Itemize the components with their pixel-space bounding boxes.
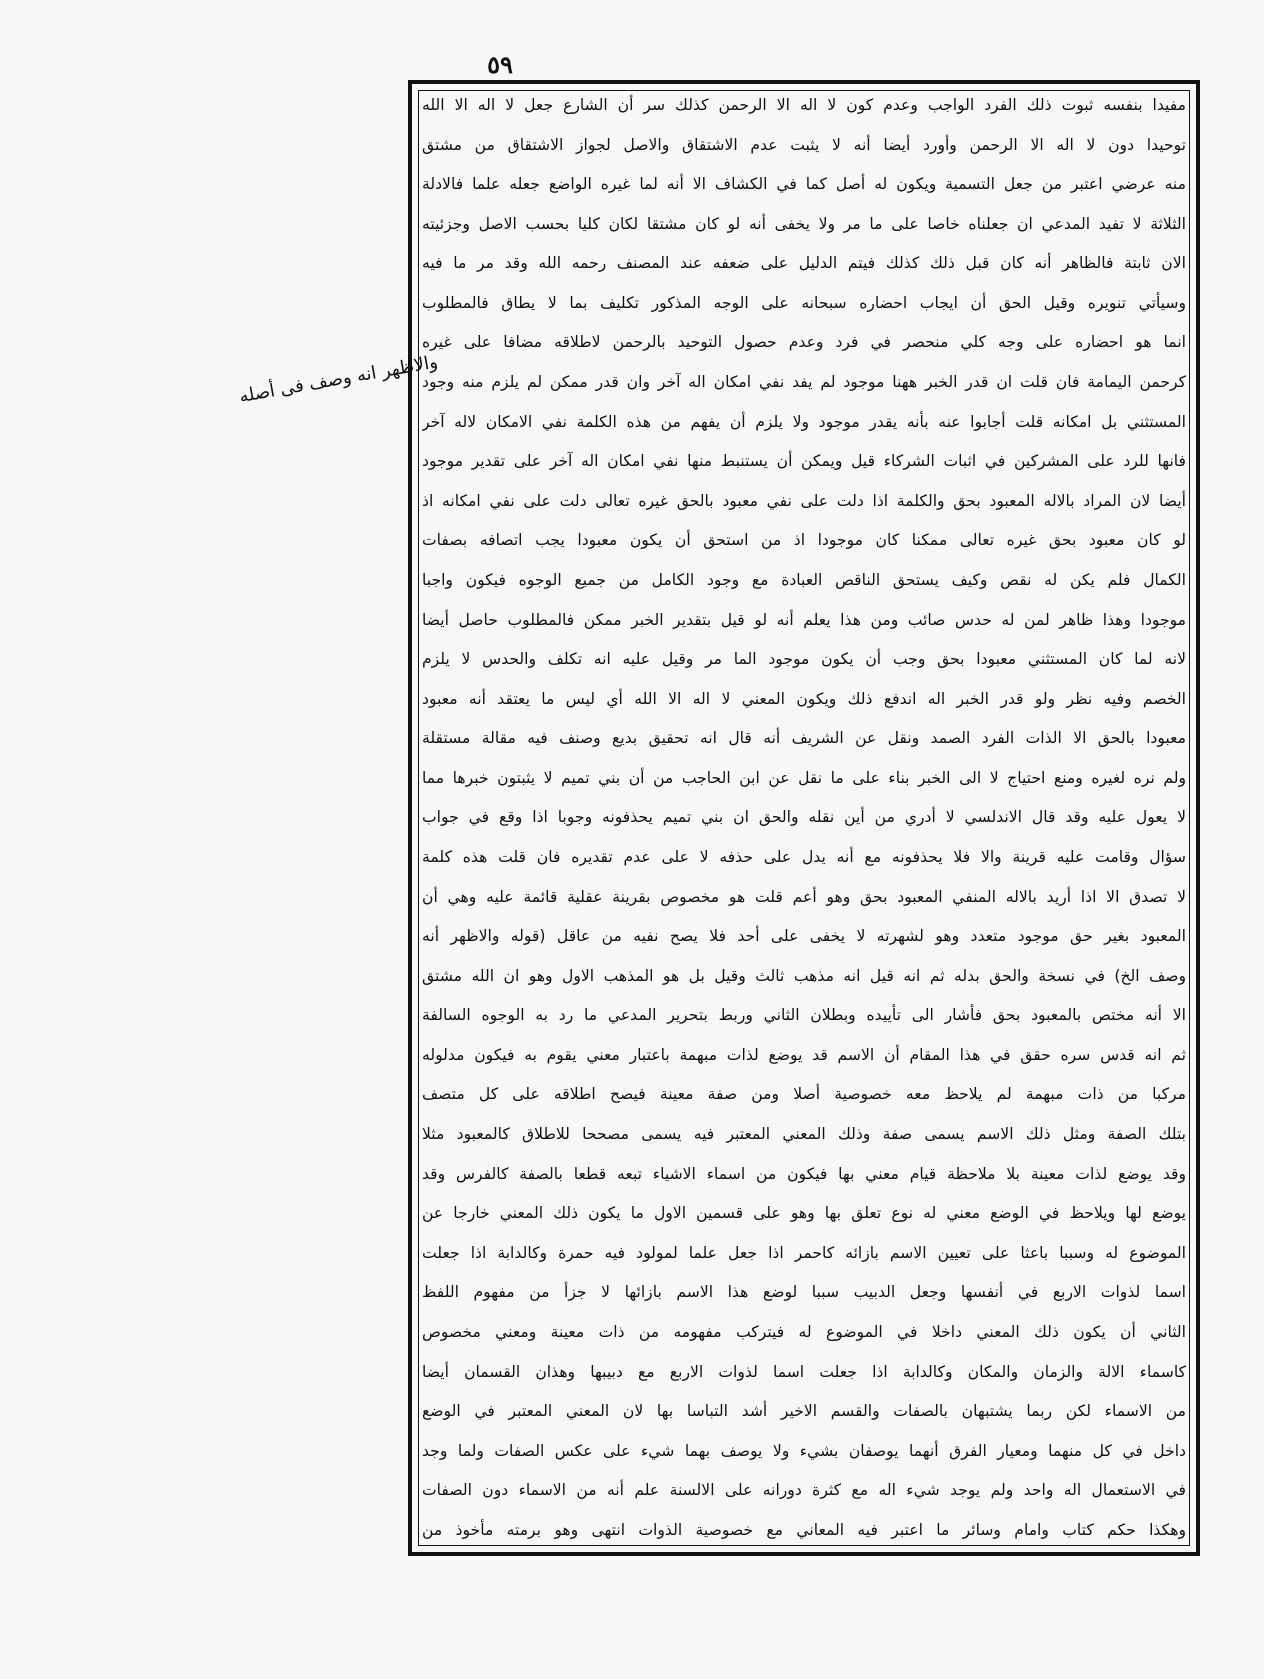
text-line: الثلاثة لا تفيد المدعي ان جعلناه خاصا على ما مر ولا يخفى أنه لو كان مشتقا لكان كليا بحسب الاصل وجزئيته xyxy=(422,214,1186,233)
text-line: معبودا بالحق الا الذات الفرد الصمد ونقل عن الشريف أنه قال انه تحقيق بديع وصنف فيه مقالة مستقلة xyxy=(422,729,1186,748)
text-line: بتلك الصفة ومثل ذلك الاسم يسمى صفة وذلك المعني المعتبر فيه يسمى مصححا للاطلاق كالمعبود مثلا xyxy=(422,1125,1186,1144)
text-line: الان ثابتة فالظاهر أنه كان قبل ذلك كذلك فيتم الدليل على ضعفه عند المصنف رحمه الله وقد مر ما فيه xyxy=(422,254,1186,273)
text-line: الموضوع له وسببا باعثا على تعيين الاسم بازائه كاحمر اذا جعل علما لمولود فيه حمرة وكالدابة اذا جعلت xyxy=(422,1243,1186,1262)
text-line: فانها للرد على المشركين في اثبات الشركاء قيل ويمكن أن يستنبط منها نفي امكان اله آخر على تقدير موجود xyxy=(422,452,1186,471)
text-line: الا أنه مختص بالمعبود بحق فأشار الى تأييده وبطلان الثاني وربط بتحرير المدعي ما رد به الوجوه السالفة xyxy=(422,1006,1186,1025)
text-line: توحيدا دون لا اله الا الرحمن وأورد أيضا أنه لا يثبت عدم الاشتقاق والاصل لجواز الاشتقاق من مشتق xyxy=(422,135,1186,154)
text-line: المستثني بل امكانه قلت أجابوا عنه بأنه يقدر موجود ولا يلزم أن يفهم من هذه الكلمة نفي الامكان لاله آخر xyxy=(422,412,1186,431)
text-line: وهكذا حكم كتاب وامام وسائر ما اعتبر فيه المعاني مع خصوصية الذوات انتهى وهو برمته مأخوذ من xyxy=(422,1520,1186,1539)
text-line: وقد يوضع لذات معينة بلا ملاحظة قيام معني بها فيكون من اسماء الاشياء تبعه قطعا بالصفة كالفرس وقد xyxy=(422,1164,1186,1183)
text-line: لا تصدق الا اذا أريد بالاله المنفي المعبود بحق وهو أعم قلت هو مخصوص بقرينة عقلية قائمة عليه وهي أن xyxy=(422,887,1186,906)
text-line: أيضا لان المراد بالاله المعبود بحق والكلمة اذا دلت على نفي معبود بالحق غيره تعالى دلت على نفي امكانه اذ xyxy=(422,491,1186,510)
text-line: مفيدا بنفسه ثبوت ذلك الفرد الواجب وعدم كون لا اله الا الرحمن كذلك سر أن الشارع جعل لا اله الا الله xyxy=(422,96,1186,114)
text-line: ولم نره لغيره ومنع احتياج لا الى الخبر بناء على ما نقل عن ابن الحاجب من أن بني تميم لا يثبتون خبرها مما xyxy=(422,768,1186,787)
text-line: يوضع لها ويلاحظ في الوضع معني له نوع تعلق بها وهو على قسمين الاول ما يكون ذلك المعني خارجا عن xyxy=(422,1204,1186,1223)
text-line: لانه لما كان المستثني معبودا بحق وجب أن يكون موجود الما مر وقيل عليه انه تكلف والحدس لا يلزم xyxy=(422,650,1186,669)
text-line: الخصم وفيه نظر ولو قدر الخبر اله اندفع ذلك ويكون المعني لا اله الا الله أي ليس ما يعتقد أنه معبود xyxy=(422,689,1186,708)
text-line: ثم انه قدس سره حقق في هذا المقام أن الاسم قد يوضع لذات مبهمة باعتبار معني يقوم به فيكون مدلوله xyxy=(422,1045,1186,1064)
text-line: المعبود بغير حق موجود متعدد وهو لشهرته لا يخفى على أحد فلا يصح نفيه من عاقل (قوله والاظهر أنه xyxy=(422,927,1186,946)
text-line: الثاني أن يكون ذلك المعني داخلا في الموضوع له فيتركب مفهومه من ذات معينة ومعني مخصوص xyxy=(422,1322,1186,1341)
text-line: لا يعول عليه وقد قال الاندلسي لا أدري من أين نقله والحق ان بني تميم يحذفونه وجوبا اذا وقع في جواب xyxy=(422,808,1186,827)
text-line: كرحمن اليمامة فان قلت ان قدر الخبر ههنا موجود لم يفد نفي امكان اله آخر وان قدر ممكن لم يلزم منه وجود xyxy=(422,373,1186,392)
text-line: في الاستعمال اله واحد ولم يوجد شيء اله مع كثرة دورانه على الالسنة علم أنه من الاسماء دون الصفات xyxy=(422,1481,1186,1500)
text-line: وسيأتي تنويره وقيل الحق أن ايجاب احضاره سبحانه على الوجه المذكور تكليف بما لا يطاق فالمطلوب xyxy=(422,293,1186,312)
text-line: وصف الخ) في نسخة والحق بدله ثم انه قيل انه مذهب ثالث وقيل بل هو المذهب الاول وهو ان الله مشتق xyxy=(422,966,1186,985)
main-text xyxy=(422,90,1186,1546)
text-line: من الاسماء لكن ربما يشتبهان بالصفات والقسم الاخير أشد التباسا بها لان المعني المعتبر في الوضع xyxy=(422,1402,1186,1421)
text-line: انما هو احضاره على وجه كلي منحصر في فرد وعدم حصول التوحيد بالرحمن لاطلاقه مضافا على غيره xyxy=(422,333,1186,352)
text-line: كاسماء الالة والزمان والمكان وكالدابة اذا جعلت اسما لذوات الاربع مع دبيبها وهذان القسمان أيضا xyxy=(422,1362,1186,1381)
page-number: ٥٩ xyxy=(487,50,513,79)
text-line: منه عرضي اعتبر من جعل التسمية ويكون له أصل كما في الكشاف الا أنه لما غيره الواضع جعله علما فالادلة xyxy=(422,175,1186,194)
margin-note: والاظهر انه وصف فی أصله xyxy=(237,351,440,408)
text-line: سؤال وقامت عليه قرينة والا فلا يحذفونه مع أنه يدل على حذفه لا على عدم تقديره فان قلت هذه كلمة xyxy=(422,847,1186,866)
text-line: لو كان معبود بحق غيره تعالى ممكنا كان موجودا اذ من استحق أن يكون معبودا يجب اتصافه بصفات xyxy=(422,531,1186,550)
text-line: الكمال فلم يكن له نقص وكيف يستحق الناقص العبادة مع وجود الكامل من جميع الوجوه فيكون واجبا xyxy=(422,570,1186,589)
text-line: موجودا وهذا ظاهر لمن له حدس صائب ومن هذا يعلم أنه لو قيل بتقدير الخبر ممكن فالمطلوب حاصل أيضا xyxy=(422,610,1186,629)
text-line: اسما لذوات الاربع في أنفسها وجعل الدبيب سببا لوضع هذا الاسم بازائها لا جزأ من مفهوم اللفظ xyxy=(422,1283,1186,1302)
text-line: داخل في كل منهما ومعيار الفرق أنهما يوصفان بشيء ولا يوصف بهما شيء على عكس الصفات ولما وجد xyxy=(422,1441,1186,1460)
text-line: مركبا من ذات مبهمة لم يلاحظ معه خصوصية أصلا ومن صفة معينة فيصح اطلاقه على كل متصف xyxy=(422,1085,1186,1104)
text-frame xyxy=(408,80,1200,1556)
